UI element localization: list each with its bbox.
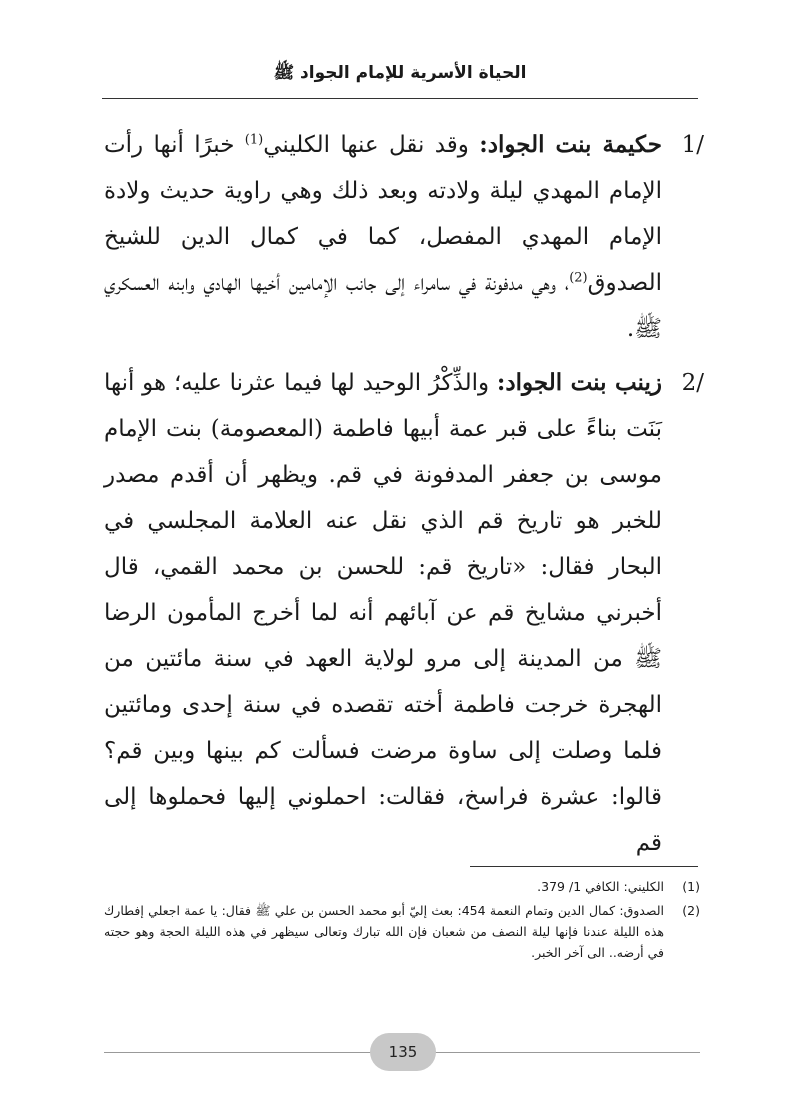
item-text: وقد نقل عنها الكليني (263, 132, 480, 158)
item-text: ، وهي مدفونة في سامراء إلى جانب الإمامين أخيها الهادي وابنه العسكري ﷺ. (104, 270, 662, 342)
list-item (104, 360, 704, 866)
footnote-divider (470, 866, 698, 867)
footnote-ref[interactable]: (2) (569, 270, 588, 286)
footnotes (104, 876, 700, 966)
item-text: خبرًا أنها رأت الإمام المهدي ليلة ولادته وبعد ذلك وهي راوية حديث ولادة الإمام المهدي المفصل، كما في كمال الدين للشيخ الصدوق (104, 132, 662, 296)
footnote (104, 876, 700, 897)
item-text: والذِّكْرُ الوحيد لها فيما عثرنا عليه؛ هو أنها بَنَت بناءً على قبر عمة أبيها فاطمة (المعصومة) بنت الإمام موسى بن جعفر المدفونة في قم. ويظهر أن أقدم مصدر للخبر هو تاريخ قم الذي نقل عنه العلامة المجلسي في البحار فقال: «تاريخ قم: للحسن بن محمد القمي، قال أخبرني مشايخ قم عن آبائهم أنه لما أخرج المأمون الرضا ﷺ من المدينة إلى مرو لولاية العهد في سنة مائتين من الهجرة خرجت فاطمة أخته تقصده في سنة إحدى ومائتين فلما وصلت إلى ساوة مرضت فسألت كم بينها وبين قم؟ قالوا: عشرة فراسخ، فقالت: احملوني إليها فحملوها إلى قم (104, 370, 662, 856)
list-item (104, 122, 704, 352)
footnote-text: الصدوق: كمال الدين وتمام النعمة 454: بعث إليّ أبو محمد الحسن بن علي ﷺ فقال: يا عمة اجعلي إفطارك هذه الليلة عندنا فإنها ليلة النصف من شعبان فإن الله تبارك وتعالى سيظهر في هذه الليلة الحجة وهو حجته في أرضه.. الى آخر الخبر. (104, 903, 664, 960)
footnote-ref[interactable]: (1) (244, 132, 264, 148)
item-number: 2/ (681, 370, 704, 396)
footnote (104, 900, 700, 963)
main-text (104, 122, 704, 874)
item-lead: حكيمة بنت الجواد: (479, 131, 662, 158)
footnote-text: الكليني: الكافي 1/ 379. (537, 879, 664, 894)
item-number: 1/ (681, 132, 704, 158)
running-header: الحياة الأسرية للإمام الجواد ﷺ (273, 63, 527, 83)
footnote-number: (1) (682, 879, 700, 894)
item-lead: زينب بنت الجواد: (496, 369, 663, 396)
footnote-number: (2) (682, 903, 700, 918)
header-divider (102, 98, 698, 99)
page-number: 135 (370, 1033, 436, 1071)
